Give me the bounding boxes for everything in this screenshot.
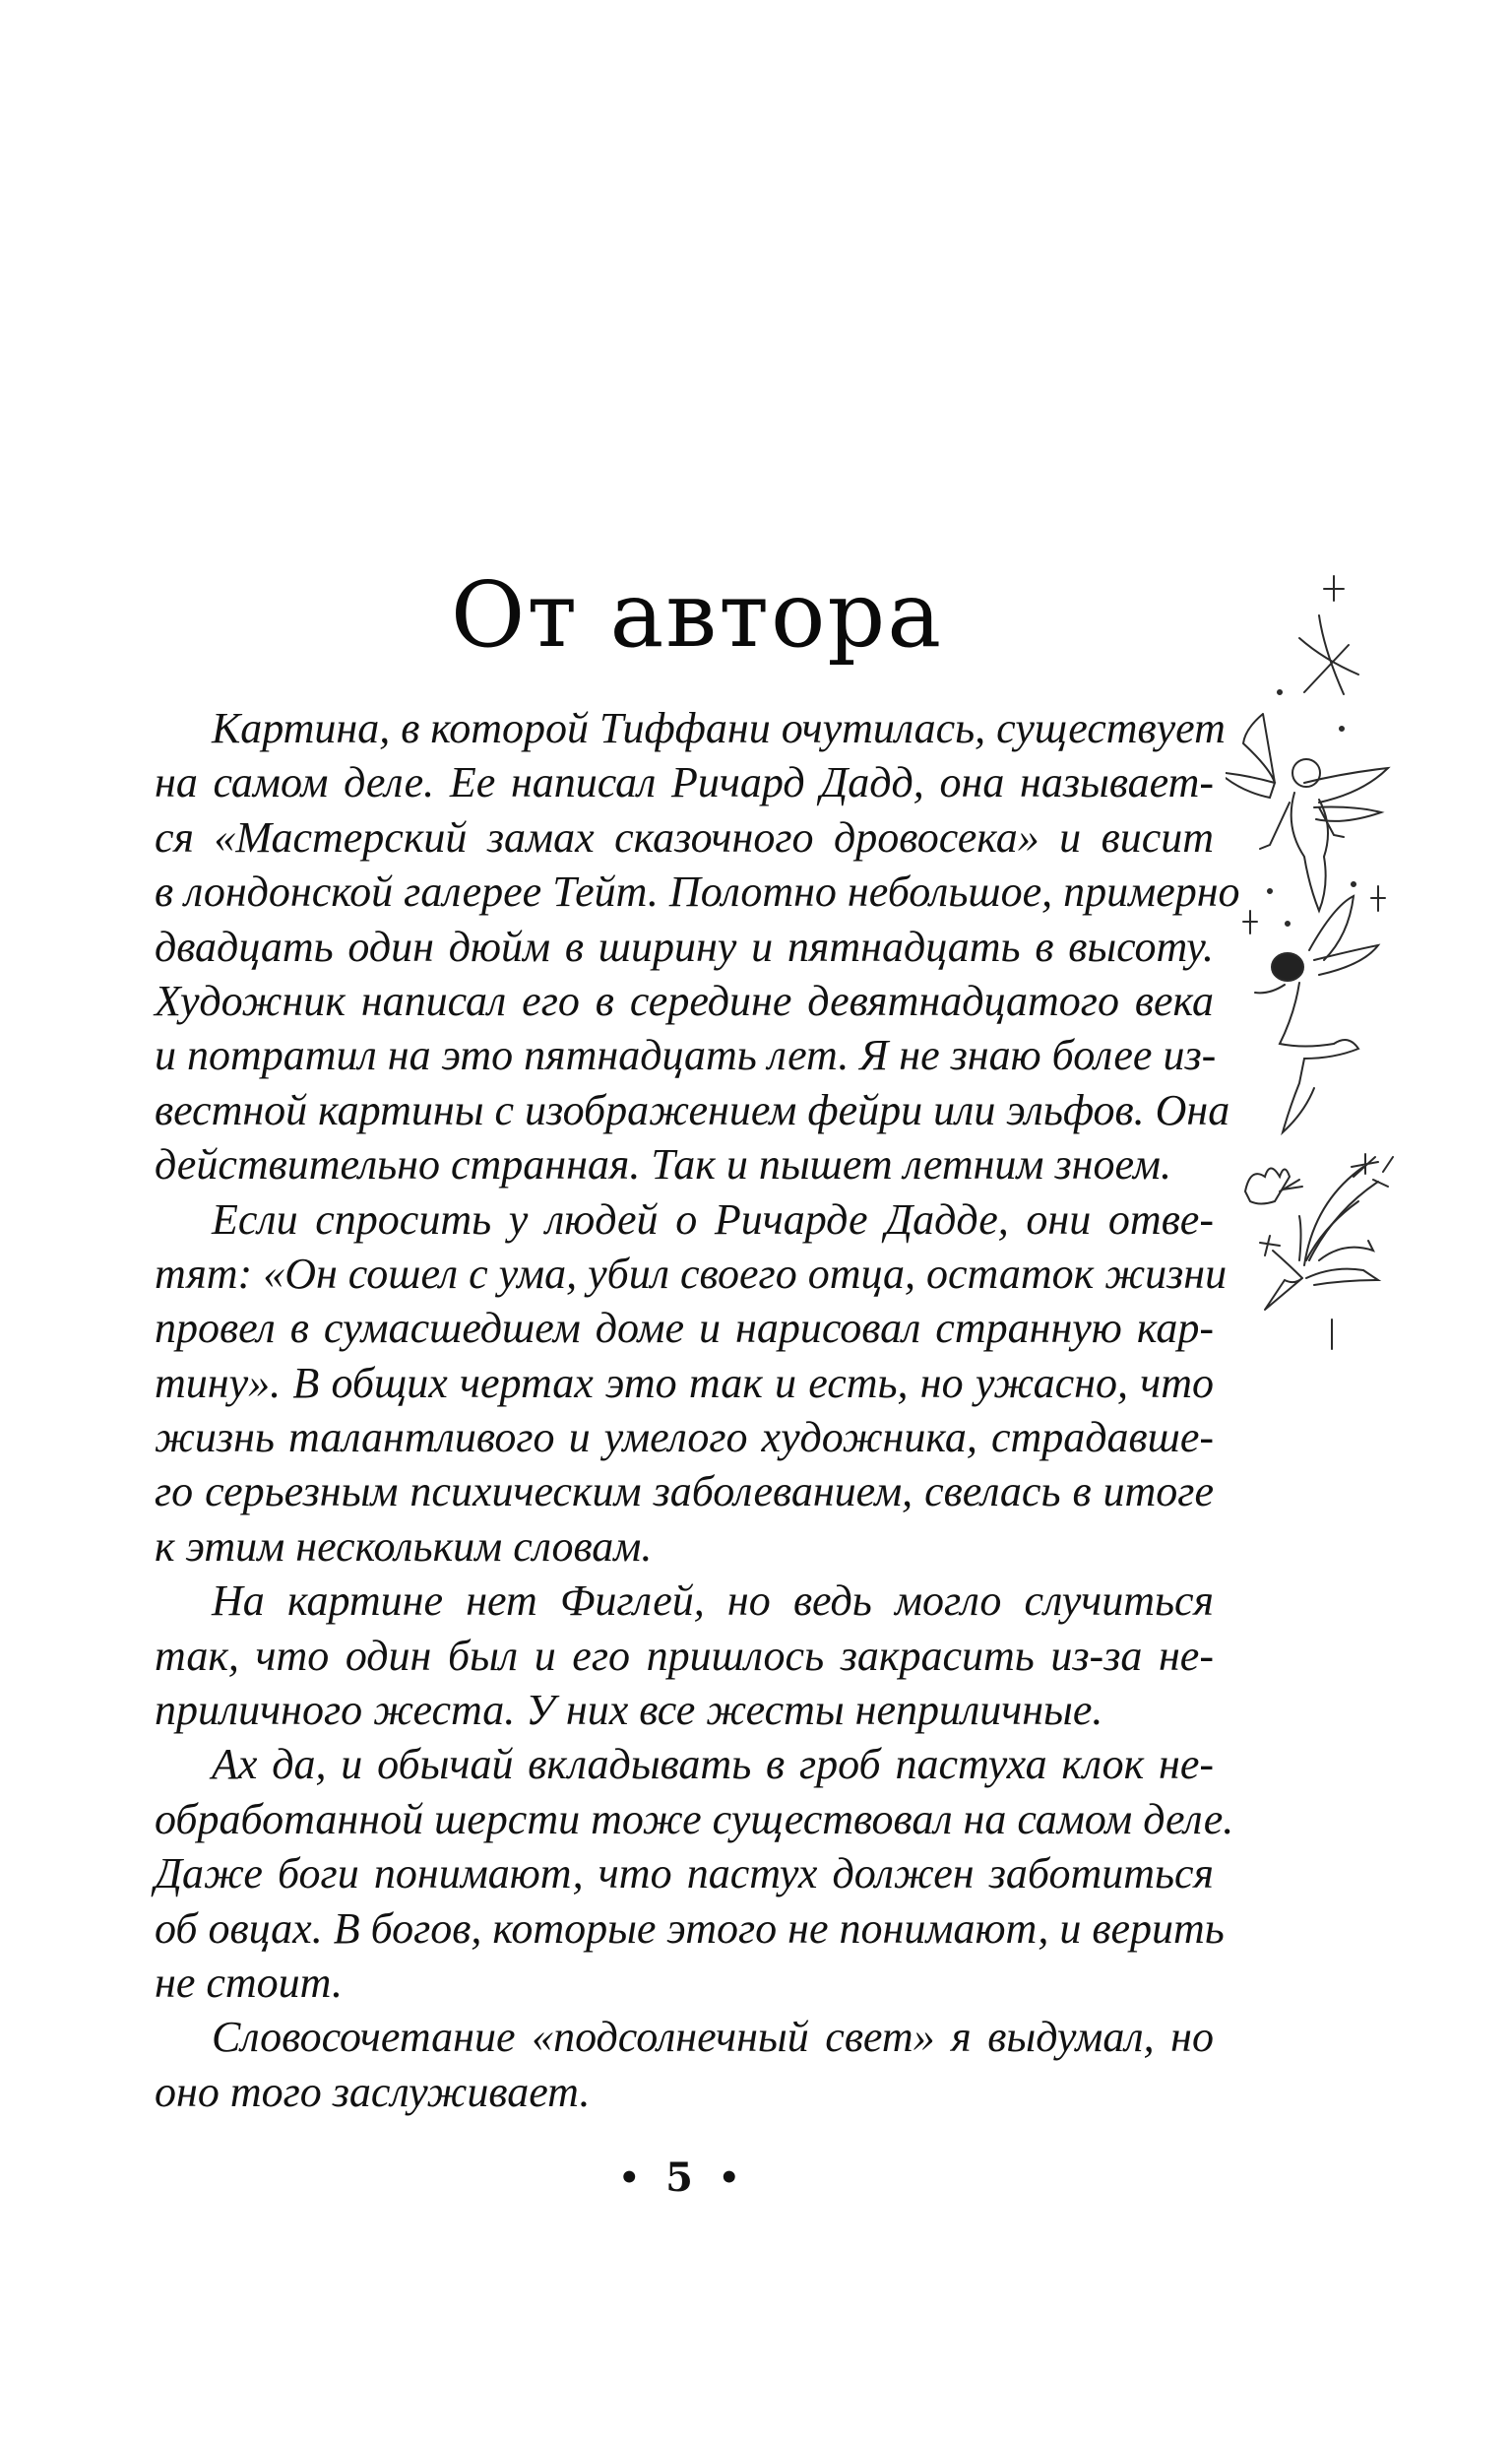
text-line: в лондонской галерее Тейт. Полотно небольшое, примерно (155, 868, 1240, 917)
paragraph (155, 1574, 1214, 1737)
paragraph (155, 701, 1240, 1192)
sparkle-icon (1243, 576, 1385, 1349)
text-line: Словосочетание «подсолнечный свет» я выдумал, но (212, 2013, 1214, 2062)
butterfly-icon (1245, 1169, 1302, 1204)
text-line: и потратил на это пятнадцать лет. Я не знаю более из- (155, 1031, 1217, 1080)
text-line: На картине нет Фиглей, но ведь могло случиться (212, 1576, 1214, 1626)
text-line: двадцать один дюйм в ширину и пятнадцать в высоту. (155, 922, 1214, 971)
text-line: тят: «Он сошел с ума, убил своего отца, остаток жизни (155, 1249, 1228, 1298)
page-title: От автора (450, 561, 944, 668)
bullet: • (618, 2158, 641, 2198)
text-line: вестной картины с изображением фейри или эльфов. Она (155, 1085, 1230, 1134)
text-line: не стоит. (155, 1958, 343, 2007)
text-line: действительно странная. Так и пышет летним зноем. (155, 1140, 1172, 1189)
fairy-icon (1226, 714, 1388, 911)
page-number-value: 5 (665, 2154, 693, 2201)
text-line: жизнь талантливого и умелого художника, страдавше- (155, 1413, 1214, 1462)
text-line: провел в сумасшедшем доме и нарисовал странную кар- (155, 1304, 1214, 1353)
fairy-icon (1255, 896, 1378, 1132)
text-line: Даже боги понимают, что пастух должен заботиться (155, 1849, 1214, 1898)
text-line: ся «Мастерский замах сказочного дровосека» и висит (155, 812, 1214, 862)
fairies-and-flowers-sketch-icon (1226, 571, 1512, 1359)
body-text (155, 701, 1240, 2119)
paragraph (155, 1192, 1228, 1575)
text-line: Картина, в которой Тиффани очутилась, существует (212, 704, 1226, 752)
text-line: об овцах. В богов, которые этого не понимают, и верить (155, 1903, 1225, 1953)
text-line: оно того заслуживает. (155, 2067, 591, 2116)
text-line: Если спросить у людей о Ричарде Дадде, они отве- (212, 1194, 1214, 1244)
text-line: к этим нескольким словам. (155, 1521, 653, 1571)
text-line: го серьезным психическим заболеванием, свелась в итоге (155, 1467, 1214, 1516)
text-line: на самом деле. Ее написал Ричард Дадд, она называет- (155, 758, 1214, 807)
page-number (0, 2154, 1435, 2201)
text-line: приличного жеста. У них все жесты неприличные. (155, 1686, 1103, 1735)
bullet: • (718, 2158, 740, 2198)
text-line: обработанной шерсти тоже существовал на самом деле. (155, 1794, 1234, 1843)
text-line: так, что один был и его пришлось закрасить из-за не- (155, 1631, 1214, 1680)
paragraph (155, 1737, 1234, 2010)
text-line: Художник написал его в середине девятнадцатого века (155, 976, 1214, 1025)
paragraph (155, 2010, 1214, 2119)
text-line: тину». В общих чертах это так и есть, но ужасно, что (155, 1358, 1214, 1407)
text-line: Ах да, и обычай вкладывать в гроб пастуха клок не- (212, 1740, 1214, 1789)
